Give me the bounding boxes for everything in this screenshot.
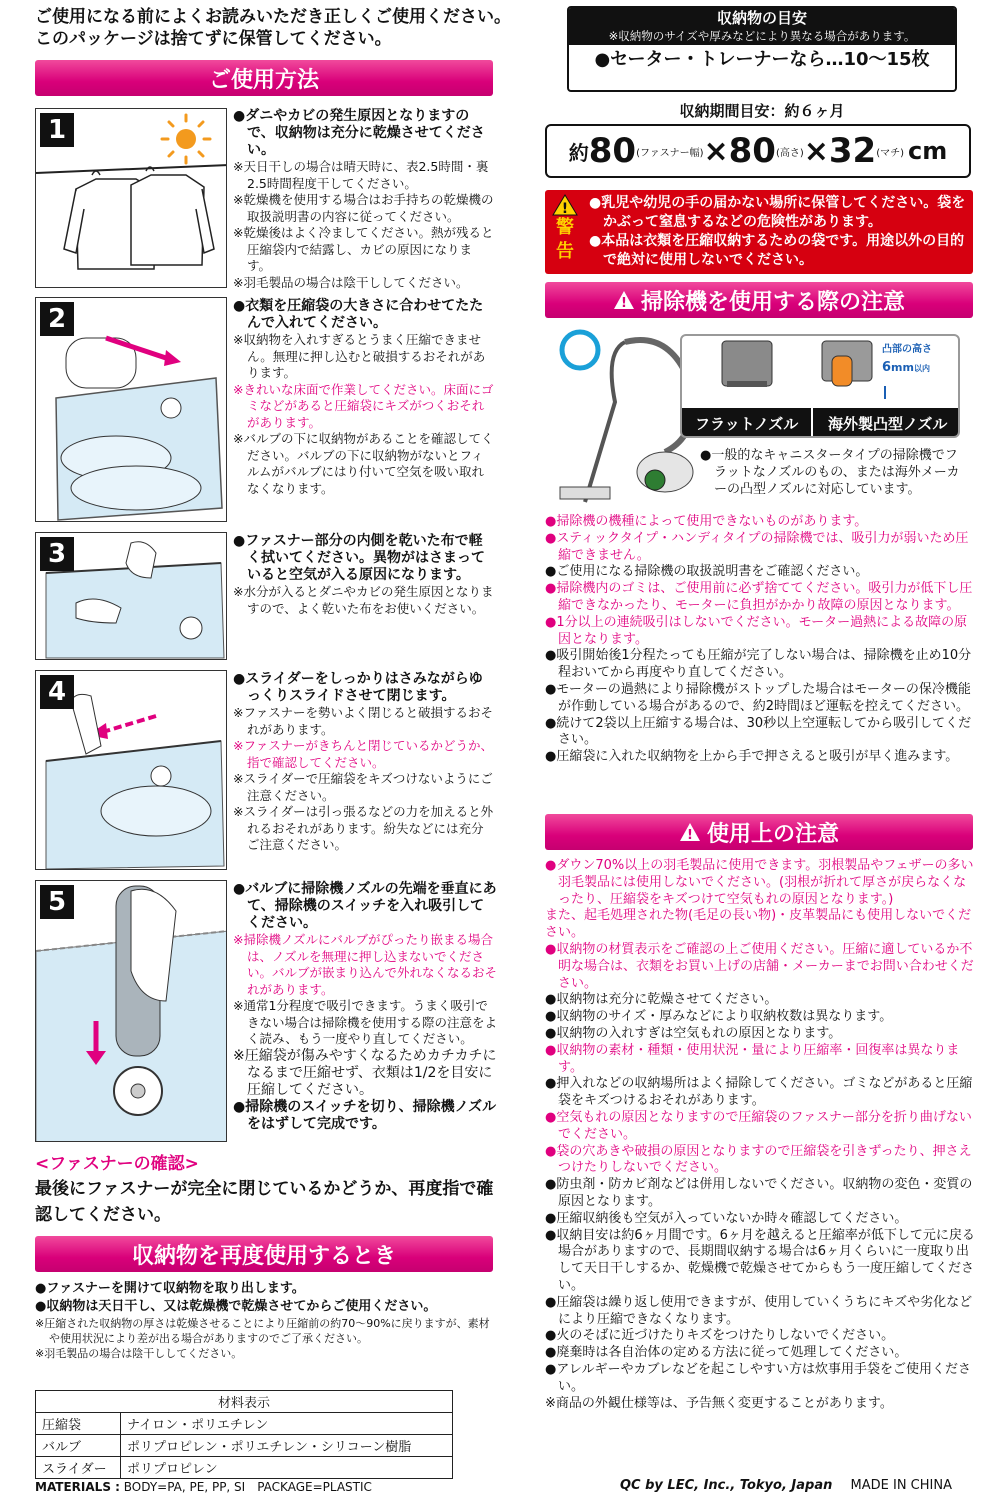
step-1-number: 1 xyxy=(40,113,74,147)
section-reuse-title: 収納物を再度使用するとき xyxy=(131,1243,396,1269)
caution_lines-item: ●押入れなどの収納場所はよく掃除してください。ゴミなどがあると圧縮袋をキズつけるおそれがあります。 xyxy=(545,1076,973,1109)
caution_lines-item: ●収納物の素材・種類・使用状況・量により圧縮率・回復率は異なります。 xyxy=(545,1042,960,1075)
step-2-illustration xyxy=(35,297,227,522)
vacuum_lines-item: ●続けて2袋以上圧縮する場合は、30秒以上空運転してから吸引してください。 xyxy=(545,715,972,748)
warning-label xyxy=(545,190,585,274)
storage-box xyxy=(567,6,957,92)
size-times: × xyxy=(803,133,829,169)
vacuum_lines-item: ●掃除機の機種によって使用できないものがあります。 xyxy=(545,514,868,529)
nozzle-panel xyxy=(680,334,960,438)
top-note-2: このパッケージは捨てずに保管してください。 xyxy=(35,29,392,49)
size-height-label: (高さ) xyxy=(775,147,804,159)
size-depth: 32 xyxy=(828,131,877,171)
step-5-line: ●掃除機のスイッチを切り、掃除機ノズルをはずして完成です。 xyxy=(233,1098,497,1132)
caution_lines-item: ●収納物は充分に乾燥させてください。 xyxy=(545,992,778,1008)
footer-maker: QC by LEC, Inc., Tokyo, Japan xyxy=(620,1478,833,1493)
section-usage-header xyxy=(35,60,493,96)
step-3-number: 3 xyxy=(40,537,74,571)
nozzle-height-unit: mm xyxy=(891,361,914,374)
section-vacuum-title: 掃除機を使用する際の注意 xyxy=(640,289,905,315)
section-vacuum-header xyxy=(545,282,973,318)
warning-text xyxy=(585,190,973,274)
size-depth-label: (マチ) xyxy=(876,147,905,159)
step-4-line: ●スライダーをしっかりはさみながらゆっくりスライドさせて閉じます。 xyxy=(233,671,483,704)
section-usage-title: ご使用方法 xyxy=(208,67,319,93)
warning-label-char: 警 xyxy=(556,217,574,238)
step-4-line: ※スライダーは引っ張るなどの力を加えると外れるおそれがあります。紛失などには充分ご注意ください。 xyxy=(233,804,494,852)
vacuum_lines-item: ●スティックタイプ・ハンディタイプの掃除機では、吸引力が弱いため圧縮できません。 xyxy=(545,530,969,563)
svg-text:!: ! xyxy=(621,296,627,310)
warning-line: ●乳児や幼児の手の届かない場所に保管してください。袋をかぶって窒息するなどの危険性があります。 xyxy=(589,195,966,230)
section-caution-header xyxy=(545,814,973,850)
step-5-line: ※掃除機ノズルにバルブがぴったり嵌まる場合は、ノズルを無理に押し込まないでください。バルブが嵌まり込んで外れなくなるおそれがあります。 xyxy=(233,932,498,997)
step-5-line: ※通常1分程度で吸引できます。うまく吸引できない場合は掃除機を使用する際の注意をよく読み、もう一度やり直してください。 xyxy=(233,998,498,1046)
convex-nozzle-label: 海外製凸型ノズル xyxy=(813,408,960,438)
valve-icon xyxy=(151,766,171,786)
warning-triangle-icon xyxy=(552,194,578,216)
materials-part: 圧縮袋 xyxy=(36,1413,121,1435)
reuse-text xyxy=(35,1280,497,1361)
caution_lines-item: ●アレルギーやカブレなどを起こしやすい方は炊事用手袋をご使用ください。 xyxy=(545,1361,971,1394)
step-5-line: ※圧縮袋が傷みやすくなるためカチカチになるまで圧縮せず、衣類は1/2を目安に圧縮してください。 xyxy=(233,1047,497,1098)
step-3-illustration xyxy=(35,532,227,660)
caution_lines-item: ※商品の外観仕様等は、予告無く変更することがあります。 xyxy=(545,1395,893,1411)
storage-title: 収納物の目安 xyxy=(569,8,955,28)
size-prefix: 約 xyxy=(568,140,589,165)
size-box xyxy=(545,124,971,178)
step-1-text xyxy=(233,108,495,291)
vacuum_lines-item: ●圧縮袋に入れた収納物を上から手で押さえると吸引が早く進みます。 xyxy=(545,749,959,765)
warning-triangle-icon xyxy=(613,290,635,310)
step-4-line: ※ファスナーを勢いよく閉じると破損するおそれがあります。 xyxy=(233,705,493,737)
step-2-line: ●衣類を圧縮袋の大きさに合わせてたたんで入れてください。 xyxy=(233,298,484,331)
step-5-text xyxy=(233,881,497,1133)
storage-period: 収納期間目安：約６ヶ月 xyxy=(679,102,845,120)
size-width-label: (ファスナー幅) xyxy=(636,147,704,159)
caution_lines-item: ●収納目安は約6ヶ月間です。6ヶ月を越えると圧縮率が低下して元に戻る場合がありますので、長期間収納する場合は6ヶ月くらいに一度取り出して天日干しするか、乾燥機で乾燥させてからもう一度圧縮してください。 xyxy=(545,1227,975,1293)
vacuum_lines-item: ●ご使用になる掃除機の取扱説明書をご確認ください。 xyxy=(545,564,869,580)
caution_lines-item: ●収納物の材質表示をご確認の上ご使用ください。圧縮に適しているか不明な場合は、衣類をお買い上げの店舗・メーカーまでお問い合わせください。 xyxy=(545,941,974,991)
step-2-line: ※収納物を入れすぎるとうまく圧縮できません。無理に押し込むと破損するおそれがあります。 xyxy=(233,332,486,380)
zipper-check xyxy=(35,1152,497,1228)
zipper-check-title: <ファスナーの確認> xyxy=(35,1154,199,1174)
caution_lines-item: ●防虫剤・防カビ剤などは併用しないでください。収納物の変色・変質の原因となります。 xyxy=(545,1177,973,1209)
table-row xyxy=(36,1457,453,1479)
step-3-text xyxy=(233,533,495,617)
step-4-line: ※スライダーで圧縮袋をキズつけないようにご注意ください。 xyxy=(233,771,493,803)
nozzle-height-label: 凸部の高さ xyxy=(882,344,932,355)
step-3-line: ※水分が入るとダニやカビの発生原因となりますので、よく乾いた布をお使いください。 xyxy=(233,584,494,616)
step-1-line: ※羽毛製品の場合は陰干ししてください。 xyxy=(233,274,469,290)
step-1-illustration xyxy=(35,108,227,288)
caution-notes xyxy=(532,858,977,1412)
valve-icon xyxy=(161,398,181,418)
vacuum_lines-item: ●掃除機内のゴミは、ご使用前に必ず捨ててください。吸引力が低下し圧縮できなかったり、モーターに負担がかかり故障の原因となります。 xyxy=(545,581,973,613)
step-3-line: ●ファスナー部分の内側を乾いた布で軽く拭いてください。異物がはさまっていると空気が入る原因になります。 xyxy=(233,533,485,583)
step-4-line: ※ファスナーがきちんと閉じているかどうか、指で確認してください。 xyxy=(233,738,493,770)
caution_lines-item: ●火のそばに近づけたりキズをつけたりしないでください。 xyxy=(545,1328,895,1344)
nozzle-desc-text: ●一般的なキャニスタータイプの掃除機でフラットなノズルのもの、または海外メーカーの凸型ノズルに対応しています。 xyxy=(700,448,960,497)
canister-vacuum-illustration xyxy=(545,322,695,512)
warning-label-char: 告 xyxy=(556,241,574,262)
footer-origin: MADE IN CHINA xyxy=(850,1478,952,1493)
caution_lines-item: ●廃棄時は各自治体の定める方法に従って処理してください。 xyxy=(545,1345,908,1361)
size-times: × xyxy=(703,133,729,169)
vacuum_lines-item: ●モーターの過熱により掃除機がストップした場合はモーターの保冷機能が作動している場合があるので、約2時間ほど運転を控えてください。 xyxy=(545,681,971,714)
step-5-illustration xyxy=(35,880,227,1142)
nozzle-height-suffix: 以内 xyxy=(913,364,930,373)
step-2-line: ※バルブの下に収納物があることを確認してください。バルブの下に収納物がないとフィルムがバルブにはり付いて空気を吸い取れなくなります。 xyxy=(233,431,494,496)
footer xyxy=(620,1478,952,1493)
step-2-line: ※きれいな床面で作業してください。床面にゴミなどがあると圧縮袋にキズがつくおそれがあります。 xyxy=(233,381,494,430)
storage-note: ※収納物のサイズや厚みなどにより異なる場合があります。 xyxy=(569,28,955,45)
svg-text:!: ! xyxy=(561,201,569,216)
reuse-line: ●ファスナーを開けて収納物を取り出します。 xyxy=(35,1281,305,1296)
step-5-line: ●バルブに掃除機ノズルの先端を垂直にあて、掃除機のスイッチを入れ吸引してください。 xyxy=(233,881,497,931)
step-4-number: 4 xyxy=(40,675,74,709)
reuse-line: ※圧縮された収納物の厚さは乾燥させることにより圧縮前の約70〜90%に戻りますが、素材や使用状況により差が出る場合がありますのでご了承ください。 xyxy=(35,1317,490,1345)
svg-text:!: ! xyxy=(687,828,693,842)
sun-icon xyxy=(162,115,210,163)
materials-material: ポリプロピレン xyxy=(121,1457,453,1479)
caution_lines-item: ●圧縮収納後も空気が入っていないか時々確認してください。 xyxy=(545,1210,908,1226)
section-reuse-header xyxy=(35,1236,493,1272)
materials-part: スライダー xyxy=(36,1457,121,1479)
zipper-check-text: 最後にファスナーが完全に閉じているかどうか、再度指で確認してください。 xyxy=(35,1179,494,1225)
caution_lines-item: ●収納物の入れすぎは空気もれの原因となります。 xyxy=(545,1025,842,1041)
caution_lines-item: ●圧縮袋は繰り返し使用できますが、使用していくうちにキズや劣化などにより圧縮できなくなります。 xyxy=(545,1294,973,1327)
warning-line: ●本品は衣類を圧縮収納するための袋です。用途以外の目的で絶対に使用しないでください。 xyxy=(589,233,965,268)
warning-triangle-icon xyxy=(679,822,701,842)
materials-table xyxy=(35,1390,453,1479)
materials-english: MATERIALS : BODY=PA, PE, PP, SI PACKAGE=PLASTIC xyxy=(35,1480,372,1494)
vacuum_lines-item: ●吸引開始後1分程たっても圧縮が完了しない場合は、掃除機を止め10分程おいてから再度やり直してください。 xyxy=(545,648,972,681)
flat-nozzle-label: フラットノズル xyxy=(682,408,811,438)
step-2-text xyxy=(233,298,495,497)
step-1-line: ※天日干しの場合は晴天時に、表2.5時間・裏2.5時間程度干してください。 xyxy=(233,159,489,191)
top-note-1: ご使用になる前によくお読みいただき正しくご使用ください。 xyxy=(35,7,511,27)
caution_lines-item: ●空気もれの原因となりますので圧縮袋のファスナー部分を折り曲げないでください。 xyxy=(545,1109,972,1142)
step-1-line: ●ダニやカビの発生原因となりますので、収納物は充分に乾燥させてください。 xyxy=(233,108,485,158)
materials-title: 材料表示 xyxy=(36,1391,453,1413)
vacuum-valve-illustration xyxy=(36,881,227,1142)
section-caution-title: 使用上の注意 xyxy=(706,821,839,847)
step-4-illustration xyxy=(35,670,227,870)
caution_lines-item: また、起毛処理された物(毛足の長い物)・皮革製品にも使用しないでください。 xyxy=(532,908,972,941)
reuse-line: ●収納物は天日干し、又は乾燥機で乾燥させてからご使用ください。 xyxy=(35,1299,437,1314)
vacuum-notes xyxy=(545,514,975,766)
nozzle-desc xyxy=(700,447,970,498)
step-1-line: ※乾燥機を使用する場合はお手持ちの乾燥機の取扱説明書の内容に従ってください。 xyxy=(233,192,494,224)
step-2-number: 2 xyxy=(40,302,74,336)
reuse-line: ※羽毛製品の場合は陰干ししてください。 xyxy=(35,1347,243,1360)
caution_lines-item: ●袋の穴あきや破損の原因となりますので圧縮袋を引きずったり、押さえつけたりしないでください。 xyxy=(545,1143,972,1176)
arrow-right-icon xyxy=(164,350,181,366)
storage-example: ●セーター・トレーナーなら…10〜15枚 xyxy=(594,49,930,70)
vacuum_lines-item: ●1分以上の連続吸引はしないでください。モーター過熱による故障の原因となります。 xyxy=(545,614,968,647)
nozzle-height-value: 6 xyxy=(882,360,892,375)
size-height: 80 xyxy=(728,131,776,171)
ok-circle-icon xyxy=(562,332,598,368)
valve-icon xyxy=(180,617,202,639)
materials-material: ナイロン・ポリエチレン xyxy=(121,1413,453,1435)
nozzle-height xyxy=(882,356,930,375)
materials-part: バルブ xyxy=(36,1435,121,1457)
materials-material: ポリプロピレン・ポリエチレン・シリコーン樹脂 xyxy=(121,1435,453,1457)
nozzle-labels xyxy=(682,408,960,438)
warning-box xyxy=(545,190,973,274)
table-row xyxy=(36,1435,453,1457)
materials-english-text: BODY=PA, PE, PP, SI PACKAGE=PLASTIC xyxy=(123,1480,372,1494)
step-1-line: ※乾燥後はよく冷ましてください。熱が残ると圧縮袋内で結露し、カビの原因になります。 xyxy=(233,225,494,273)
step-4-text xyxy=(233,671,495,854)
convex-nozzle-icon xyxy=(832,356,852,386)
table-row xyxy=(36,1413,453,1435)
caution_lines-item: ●収納物のサイズ・厚みなどにより収納枚数は異なります。 xyxy=(545,1009,893,1025)
size-unit: cm xyxy=(908,137,948,165)
size-width: 80 xyxy=(588,131,637,171)
caution_lines-item: ●ダウン70%以上の羽毛製品に使用できます。羽根製品やフェザーの多い羽毛製品には使用しないでください。(羽根が折れて厚さが戻らなくなったり、圧縮袋をキズつけて空気もれの原因となります。) xyxy=(545,858,974,907)
step-5-number: 5 xyxy=(40,885,74,919)
